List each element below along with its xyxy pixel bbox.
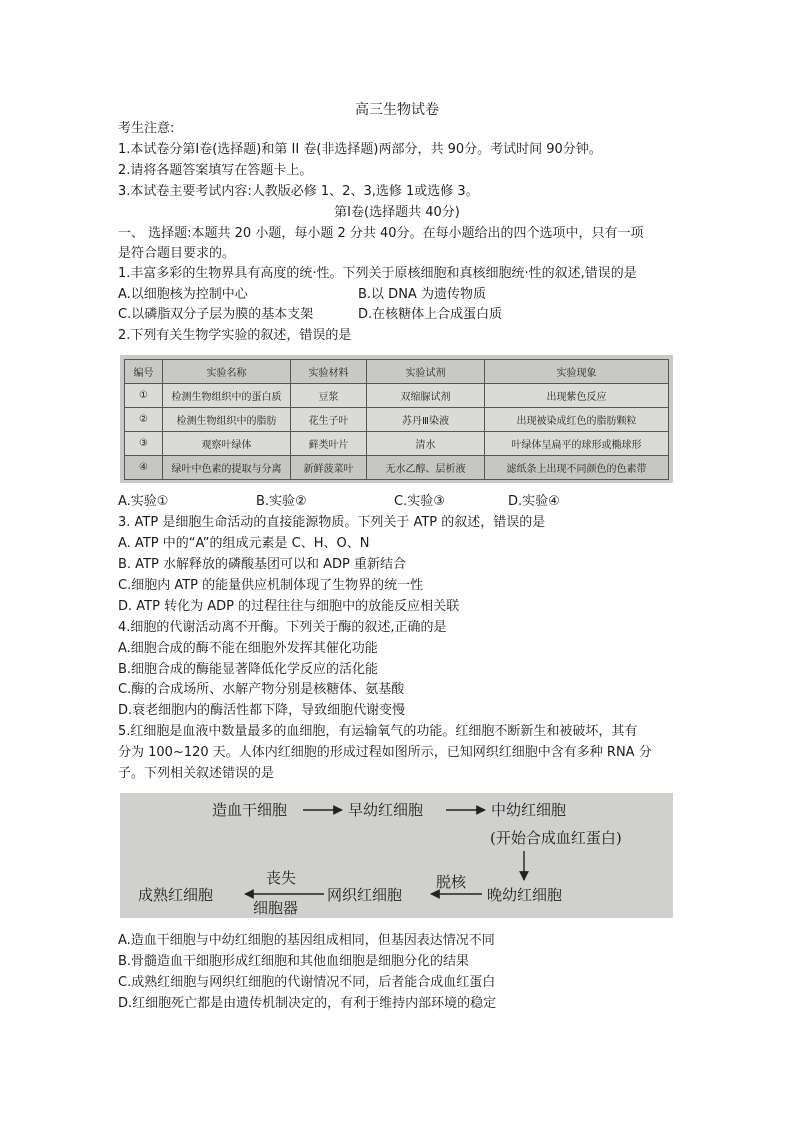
question-5-stem-line3: 子。下列相关叙述错误的是 [118,766,275,781]
q2-option-b: B.实验② [256,494,307,509]
label-lose: 丧失 [266,869,297,887]
stage-reticulocyte: 网织红细胞 [327,886,403,904]
section-instruction: 一、 选择题:本题共 20 小题，每小题 2 分共 40分。在每小题给出的四个选项中，只有一项 [118,226,644,241]
stage-mature-rbc: 成熟红细胞 [138,886,214,904]
table-cell: 出现紫色反应 [485,384,669,408]
diagram-svg [120,793,673,918]
page-title: 高三生物试卷 [355,102,439,118]
q3-option-d: D. ATP 转化为 ADP 的过程往往与细胞中的放能反应相关联 [118,599,460,614]
q1-option-a: A.以细胞核为控制中心 [118,287,248,302]
table-cell: 豆浆 [291,384,367,408]
table-cell: 无水乙醇、层析液 [367,456,485,480]
table-row [125,432,669,456]
table-cell: 观察叶绿体 [163,432,291,456]
table-cell: 双缩脲试剂 [367,384,485,408]
q4-option-d: D.衰老细胞内的酶活性都下降，导致细胞代谢变慢 [118,703,406,718]
table-header: 编号 [125,360,163,384]
q4-option-b: B.细胞合成的酶能显著降低化学反应的活化能 [118,662,379,677]
stage-late-erythroblast: 晚幼红细胞 [487,886,563,904]
table-cell: 检测生物组织中的脂肪 [163,408,291,432]
table-cell: ② [125,408,163,432]
q1-option-d: D.在核糖体上合成蛋白质 [358,307,503,322]
q3-option-b: B. ATP 水解释放的磷酸基团可以和 ADP 重新结合 [118,557,406,572]
stage-intermediate-erythroblast: 中幼红细胞 [491,801,567,819]
stage-3-note: (开始合成血红蛋白) [490,829,622,847]
table-row [125,408,669,432]
label-enucleation: 脱核 [436,873,467,891]
table-header-row [125,360,669,384]
question-5-stem-line2: 分为 100~120 天。人体内红细胞的形成过程如图所示，已知网织红细胞中含有多种 RNA 分 [118,745,652,760]
table-cell: 叶绿体呈扁平的球形或椭球形 [485,432,669,456]
experiment-table [124,359,669,480]
question-2-stem: 2.下列有关生物学实验的叙述，错误的是 [118,328,352,343]
q5-option-c: C.成熟红细胞与网织红细胞的代谢情况不同，后者能合成血红蛋白 [118,975,496,990]
table-header: 实验试剂 [367,360,485,384]
question-4-stem: 4.细胞的代谢活动离不开酶。下列关于酶的叙述,正确的是 [118,620,447,635]
q5-option-d: D.红细胞死亡都是由遗传机制决定的，有利于维持内部环境的稳定 [118,996,497,1011]
question-3-stem: 3. ATP 是细胞生命活动的直接能源物质。下列关于 ATP 的叙述，错误的是 [118,515,546,530]
experiment-table-photo [120,355,673,483]
table-header: 实验名称 [163,360,291,384]
table-cell: 花生子叶 [291,408,367,432]
table-row [125,456,669,480]
question-5-stem: 5.红细胞是血液中数量最多的血细胞，有运输氧气的功能。红细胞不断新生和被破坏，其有 [118,724,638,739]
notice-item-1: 1.本试卷分第Ⅰ卷(选择题)和第 II 卷(非选择题)两部分，共 90分。考试时间 90分钟。 [118,142,602,157]
table-cell: 绿叶中色素的提取与分离 [163,456,291,480]
red-blood-cell-diagram [120,793,673,918]
table-cell: ① [125,384,163,408]
notice-item-2: 2.请将各题答案填写在答题卡上。 [118,163,313,178]
q5-option-a: A.造血干细胞与中幼红细胞的基因组成相同，但基因表达情况不同 [118,933,495,948]
q1-option-c: C.以磷脂双分子层为膜的基本支架 [118,307,314,322]
table-header: 实验现象 [485,360,669,384]
table-cell: 藓类叶片 [291,432,367,456]
q3-option-a: A. ATP 中的“A”的组成元素是 C、H、O、N [118,536,370,551]
q1-option-b: B.以 DNA 为遗传物质 [358,287,486,302]
table-cell: ③ [125,432,163,456]
table-cell: ④ [125,456,163,480]
question-1-stem: 1.丰富多彩的生物界具有高度的统·性。下列关于原核细胞和真核细胞统·性的叙述,错误的是 [118,266,637,281]
section-instruction-cont: 是符合题目要求的。 [118,246,236,261]
q2-option-d: D.实验④ [508,494,560,509]
q3-option-c: C.细胞内 ATP 的能量供应机制体现了生物界的统一性 [118,578,424,593]
table-row [125,384,669,408]
notice-heading: 考生注意: [118,121,175,136]
table-cell: 检测生物组织中的蛋白质 [163,384,291,408]
notice-item-3: 3.本试卷主要考试内容:人教版必修 1、2、3,选修 1或选修 3。 [118,184,479,199]
q4-option-a: A.细胞合成的酶不能在细胞外发挥其催化功能 [118,641,378,656]
table-cell: 苏丹Ⅲ染液 [367,408,485,432]
stage-hematopoietic-stem-cell: 造血干细胞 [212,801,288,819]
table-cell: 出现被染成红色的脂肪颗粒 [485,408,669,432]
table-cell: 滤纸条上出现不同颜色的色素带 [485,456,669,480]
q2-option-c: C.实验③ [394,494,445,509]
table-header: 实验材料 [291,360,367,384]
table-cell: 新鲜菠菜叶 [291,456,367,480]
q2-option-a: A.实验① [118,494,169,509]
q5-option-b: B.骨髓造血干细胞形成红细胞和其他血细胞是细胞分化的结果 [118,954,470,969]
section-title: 第Ⅰ卷(选择题共 40分) [334,205,460,220]
q4-option-c: C.酶的合成场所、水解产物分别是核糖体、氨基酸 [118,682,405,697]
table-cell: 清水 [367,432,485,456]
stage-early-erythroblast: 早幼红细胞 [348,801,424,819]
label-organelles: 细胞器 [253,899,299,917]
